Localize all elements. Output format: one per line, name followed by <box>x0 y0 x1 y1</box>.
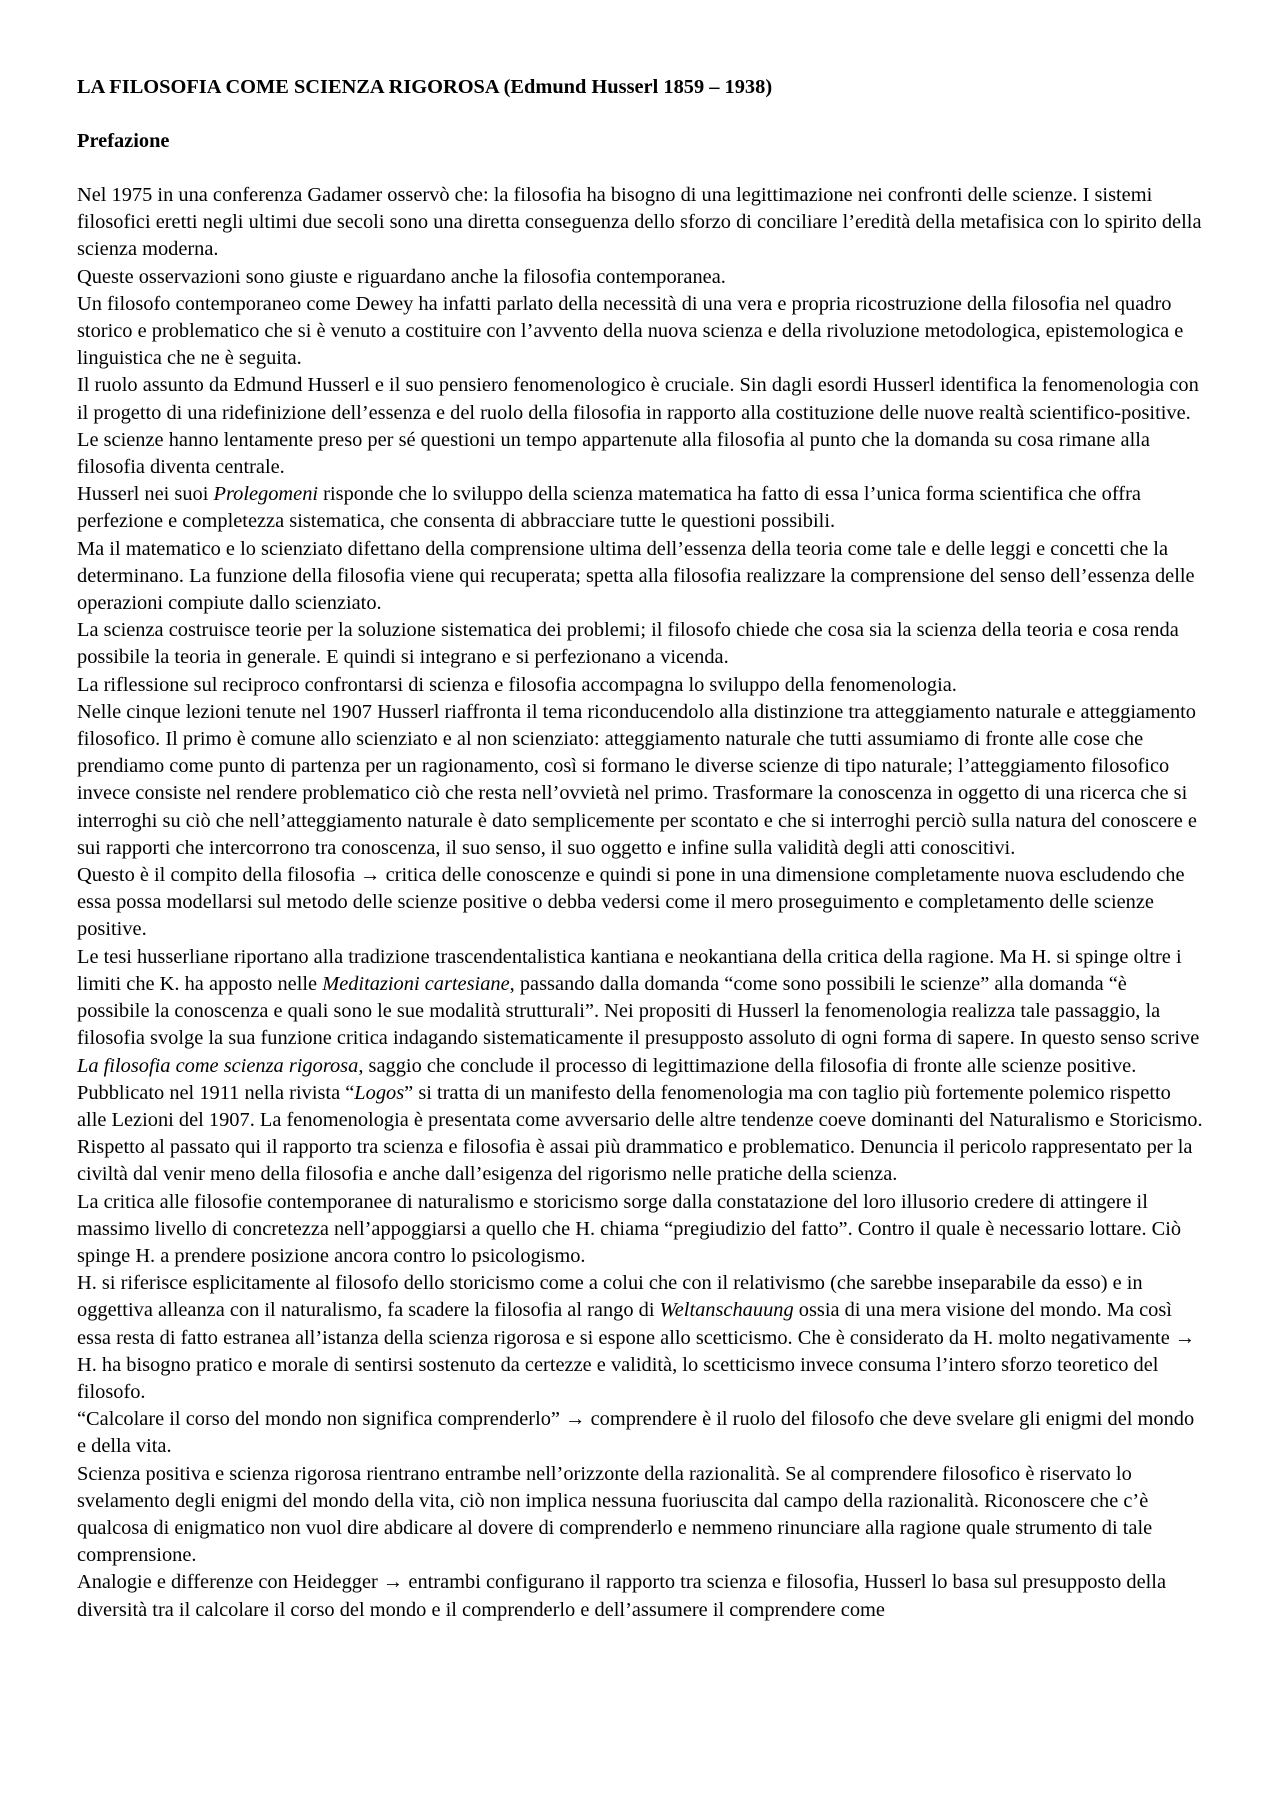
paragraph <box>77 372 1203 481</box>
text-run: La riflessione sul reciproco confrontarsi di scienza e filosofia accompagna lo sviluppo della fenomenologia. <box>77 673 957 696</box>
paragraph <box>77 182 1203 264</box>
text-run: Husserl nei suoi <box>77 483 214 506</box>
text-run: Analogie e differenze con Heidegger <box>77 1571 383 1594</box>
paragraph <box>77 1189 1203 1271</box>
text-run: “Calcolare il corso del mondo non significa comprenderlo” <box>77 1408 566 1431</box>
text-run: Un filosofo contemporaneo come Dewey ha infatti parlato della necessità di una vera e propria ricostruzione della filosofia nel quadro storico e problematico che si è venuto a costituire con l’avvento della nuova scienza e della rivoluzione metodologica, epistemologica e linguistica che ne è seguita. <box>77 292 1184 370</box>
text-run: Il ruolo assunto da Edmund Husserl e il suo pensiero fenomenologico è cruciale. Sin dagli esordi Husserl identifica la fenomenologia con il progetto di una ridefinizione dell’essenza e del ruolo della filosofia in rapporto alla costituzione delle nuove realtà scientifico-positive. Le scienze hanno lentamente preso per sé questioni un tempo appartenute alla filosofia al punto che la domanda su cosa rimane alla filosofia diventa centrale. <box>77 374 1199 479</box>
text-run: comprendere è il ruolo del filosofo che deve svelare gli enigmi del mondo e della vita. <box>77 1408 1195 1458</box>
text-run: , saggio che conclude il processo di legittimazione della filosofia di fronte alle scienze positive. Pubblicato nel 1911 nella rivista “ <box>77 1054 1137 1104</box>
paragraph <box>77 264 1203 291</box>
paragraph <box>77 862 1203 944</box>
paragraph <box>77 291 1203 373</box>
text-run: H. ha bisogno pratico e morale di sentirsi sostenuto da certezze e validità, lo scetticismo invece consuma l’intero sforzo teoretico del filosofo. <box>77 1353 1159 1403</box>
document-title: LA FILOSOFIA COME SCIENZA RIGOROSA (Edmund Husserl 1859 – 1938) <box>77 76 773 98</box>
text-run: Le tesi husserliane riportano alla tradizione trascendentalistica kantiana e neokantiana della critica della ragione. Ma H. si spinge oltre i limiti che K. ha apposto nelle <box>77 945 1182 995</box>
text-run: La critica alle filosofie contemporanee di naturalismo e storicismo sorge dalla constatazione del loro illusorio credere di attingere il massimo livello di concretezza nell’appoggiarsi a quello che H. chiama “pregiudizio del fatto”. Contro il quale è necessario lottare. Ciò spinge H. a prendere posizione ancora contro lo psicologismo. <box>77 1190 1182 1267</box>
arrow-right-icon: → <box>565 1408 586 1431</box>
italic-text: Logos <box>354 1081 405 1104</box>
text-run: Scienza positiva e scienza rigorosa rientrano entrambe nell’orizzonte della razionalità. Se al comprendere filosofico è riservato lo svelamento degli enigmi del mondo della vita, ciò non implica nessuna fuoriuscita dal campo della razionalità. Riconoscere che c’è qualcosa di enigmatico non vuol dire abdicare al dovere di comprenderlo e nemmeno rinunciare alla ragione quale strumento di tale comprensione. <box>77 1462 1153 1567</box>
paragraph <box>77 672 1203 699</box>
text-run: Ma il matematico e lo scienziato difettano della comprensione ultima dell’essenza della teoria come tale e delle leggi e concetti che la determinano. La funzione della filosofia viene qui recuperata; spetta alla filosofia realizzare la comprensione del senso dell’essenza delle operazioni compiute dallo scienziato. <box>77 537 1195 615</box>
italic-text: Prolegomeni <box>213 483 319 506</box>
paragraph <box>77 1461 1203 1570</box>
text-run: Nelle cinque lezioni tenute nel 1907 Husserl riaffronta il tema riconducendolo alla distinzione tra atteggiamento naturale e atteggiamento filosofico. Il primo è comune allo scienziato e al non scienziato: atteggiamento naturale che tutti assumiamo di fronte alle cose che prendiamo come punto di partenza per un ragionamento, così si formano le diverse scienze di tipo naturale; l’atteggiamento filosofico invece consiste nel rendere problematico ciò che resta nell’ovvietà nel primo. Trasformare la conoscenza in oggetto di una ricerca che si interroghi su ciò che nell’atteggiamento naturale è dato semplicemente per scontato e che si interroghi perciò sulla natura del conoscere e sui rapporti che intercorrono tra conoscenza, il suo senso, il suo oggetto e infine sulla validità degli atti conoscitivi. <box>77 700 1197 859</box>
italic-text: La filosofia come scienza rigorosa <box>77 1054 359 1077</box>
arrow-right-icon: → <box>382 1571 404 1594</box>
arrow-right-icon: → <box>1174 1326 1196 1349</box>
document-body <box>77 182 1203 1624</box>
text-run: Queste osservazioni sono giuste e riguardano anche la filosofia contemporanea. <box>77 265 726 288</box>
text-run: ossia di una mera visione del mondo. Ma così essa resta di fatto estranea all’istanza della scienza rigorosa e si espone allo scetticismo. Che è considerato da H. molto negativamente <box>77 1299 1175 1349</box>
text-run: Nel 1975 in una conferenza Gadamer osservò che: la filosofia ha bisogno di una legittimazione nei confronti delle scienze. I sistemi filosofici eretti negli ultimi due secoli sono una diretta conseguenza dello sforzo di conciliare l’eredità della metafisica con lo spirito della scienza moderna. <box>77 184 1202 261</box>
text-run: , passando dalla domanda “come sono possibili le scienze” alla domanda “è possibile la conoscenza e quali sono le sue modalità strutturali”. Nei propositi di Husserl la fenomenologia realizza tale passaggio, la filosofia svolge la sua funzione critica indagando sistematicamente il presupposto assoluto di ogni forma di sapere. In questo senso scrive <box>77 972 1200 1050</box>
paragraph <box>77 1569 1203 1623</box>
text-run: H. si riferisce esplicitamente al filosofo dello storicismo come a colui che con il relativismo (che sarebbe inseparabile da esso) e in oggettiva alleanza con il naturalismo, fa scadere la filosofia al rango di <box>77 1272 1143 1322</box>
text-run: critica delle conoscenze e quindi si pone in una dimensione completamente nuova escludendo che essa possa modellarsi sul metodo delle scienze positive o debba vedersi come il mero proseguimento e completamento delle scienze positive. <box>77 864 1185 941</box>
text-run: La scienza costruisce teorie per la soluzione sistematica dei problemi; il filosofo chiede che cosa sia la scienza della teoria e cosa renda possibile la teoria in generale. E quindi si integrano e si perfezionano a vicenda. <box>77 619 1179 669</box>
text-run: entrambi configurano il rapporto tra scienza e filosofia, Husserl lo basa sul presupposto della diversità tra il calcolare il corso del mondo e il comprenderlo e dell’assumere il comprendere come <box>77 1571 1167 1621</box>
text-run: risponde che lo sviluppo della scienza matematica ha fatto di essa l’unica forma scientifica che offra perfezione e completezza sistematica, che consenta di abbracciare tutte le questioni possibili. <box>77 483 1141 533</box>
arrow-right-icon: → <box>360 864 381 887</box>
paragraph <box>77 699 1203 862</box>
paragraph <box>77 481 1203 535</box>
paragraph <box>77 1270 1203 1406</box>
italic-text: Weltanschauung <box>659 1299 794 1322</box>
paragraph <box>77 1406 1203 1460</box>
paragraph <box>77 617 1203 671</box>
paragraph <box>77 944 1203 1189</box>
italic-text: Meditazioni cartesiane <box>322 972 510 995</box>
text-run: ” si tratta di un manifesto della fenomenologia ma con taglio più fortemente polemico rispetto alle Lezioni del 1907. La fenomenologia è presentata come avversario delle altre tendenze coeve dominanti del Naturalismo e Storicismo. Rispetto al passato qui il rapporto tra scienza e filosofia è assai più drammatico e problematico. Denuncia il pericolo rappresentato per la civiltà dal venir meno della filosofia e anche dall’esigenza del rigorismo nelle pratiche della scienza. <box>77 1081 1203 1186</box>
text-run: Questo è il compito della filosofia <box>77 864 361 887</box>
paragraph <box>77 536 1203 618</box>
section-heading: Prefazione <box>77 130 170 152</box>
